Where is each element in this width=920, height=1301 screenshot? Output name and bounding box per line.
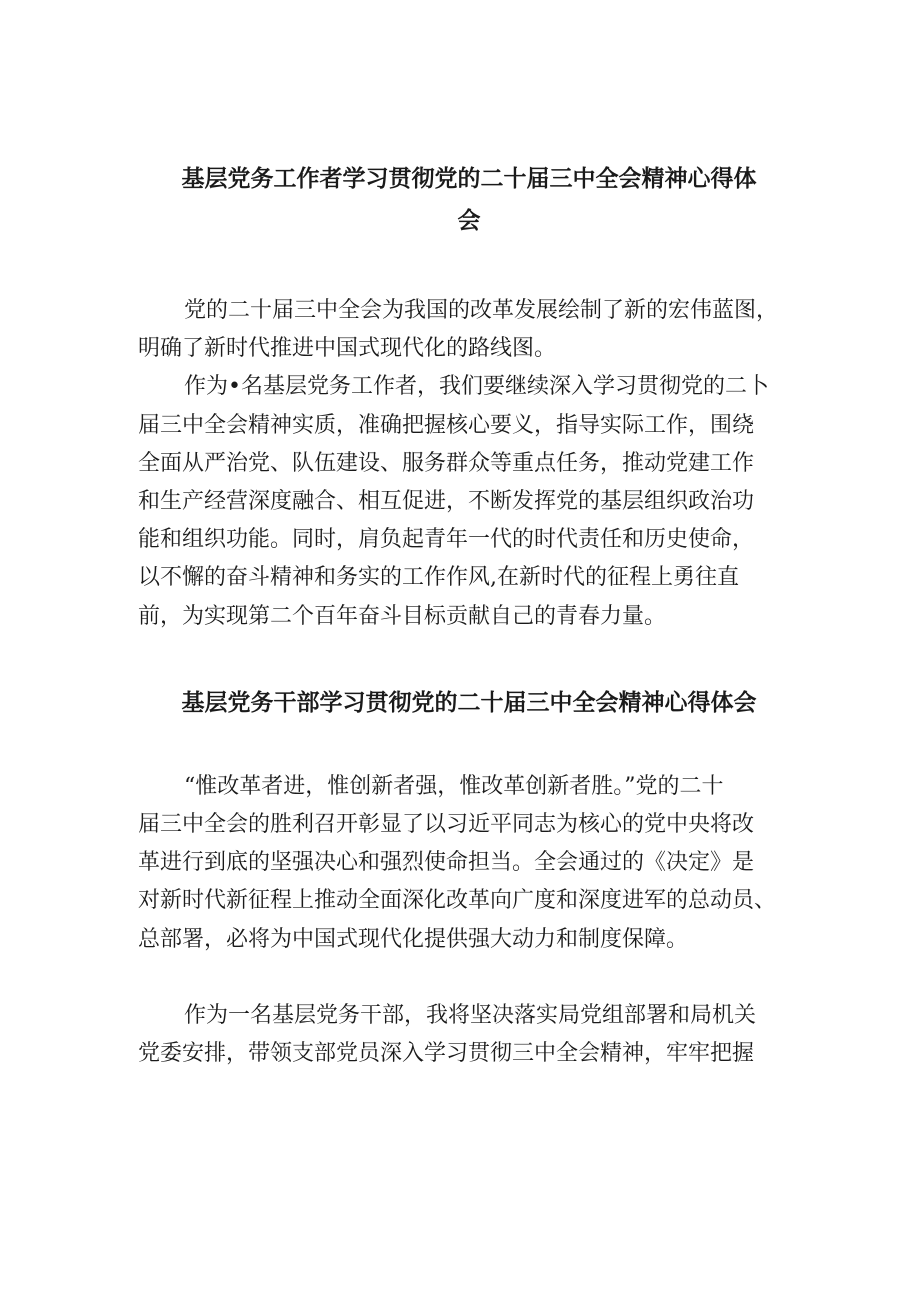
text-line: 党委安排，带领支部党员深入学习贯彻三中全会精神，牢牢把握 [138, 1041, 755, 1067]
text-line: “惟改革者进，惟创新者强，惟改革创新者胜。”党的二十 [184, 773, 724, 799]
section-1-title [138, 158, 800, 242]
title-line: 会 [457, 208, 481, 234]
text-line: 革进行到底的坚强决心和强烈使命担当。全会通过的《决定》是 [138, 850, 755, 876]
section-2-paragraph-2 [138, 997, 800, 1073]
document-page [138, 158, 800, 1073]
section-1-paragraph-2 [138, 368, 800, 635]
section-1-paragraph-1 [138, 292, 800, 368]
text-line: 能和组织功能。同时，肩负起青年一代的时代责任和历史使命， [138, 527, 755, 553]
text-line: 全面从严治党、队伍建设、服务群众等重点任务，推动党建工作 [138, 450, 755, 476]
text-line: 作为一名基层党务干部，我将坚决落实局党组部署和局机关 [184, 1002, 757, 1028]
text-line: 总部署，必将为中国式现代化提供强大动力和制度保障。 [138, 926, 689, 952]
text-line: 对新时代新征程上推动全面深化改革向广度和深度进军的总动员、 [138, 888, 777, 914]
text-line: 以不懈的奋斗精神和务实的工作作风,在新时代的征程上勇往直 [138, 565, 739, 591]
text-line: 和生产经营深度融合、相互促进，不断发挥党的基层组织政治功 [138, 489, 755, 515]
text-line: 前，为实现第二个百年奋斗目标贡献自己的青春力量。 [138, 603, 667, 629]
title-line: 基层党务工作者学习贯彻党的二十届三中全会精神心得体 [181, 166, 757, 192]
text-line: 届三中全会精神实质，准确把握核心要义，指导实际工作，围绕 [138, 412, 755, 438]
section-2-title [138, 682, 800, 724]
text-line: 作为•名基层党务工作者，我们要继续深入学习贯彻党的二卜 [184, 374, 769, 400]
text-line: 届三中全会的胜利召开彰显了以习近平同志为核心的党中央将改 [138, 812, 755, 838]
title-line: 基层党务干部学习贯彻党的二十届三中全会精神心得体会 [181, 689, 757, 716]
section-2-paragraph-1 [138, 768, 800, 959]
text-line: 明确了新时代推进中国式现代化的路线图。 [138, 336, 557, 362]
text-line: 党的二十届三中全会为我国的改革发展绘制了新的宏伟蓝图， [184, 298, 779, 323]
